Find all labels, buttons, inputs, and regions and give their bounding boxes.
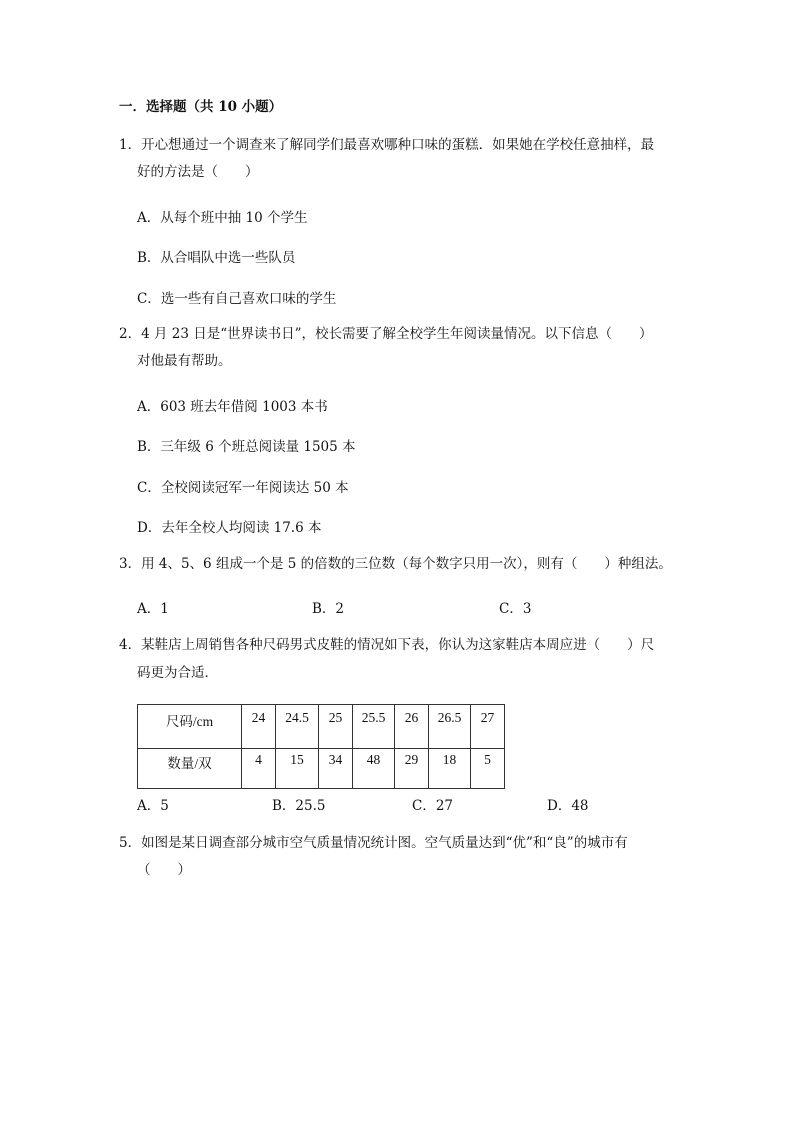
question-3-option-b[interactable]: B．2 <box>312 601 345 617</box>
table-label-size: 尺码/cm <box>138 705 242 749</box>
table-cell-size: 26.5 <box>429 705 471 749</box>
table-cell-size: 27 <box>471 705 505 749</box>
table-cell-count: 29 <box>395 749 429 789</box>
question-1-option-a[interactable]: A．从每个班中抽 10 个学生 <box>137 210 308 226</box>
shoe-size-table <box>137 704 505 789</box>
question-4-text-line2: 码更为合适． <box>137 665 218 681</box>
section-title: 一．选择题（共 10 小题） <box>119 99 283 115</box>
question-2-text-line1: 2．4 月 23 日是“世界读书日”，校长需要了解全校学生年阅读量情况。以下信息（ ） <box>119 326 653 342</box>
question-2-option-a[interactable]: A．603 班去年借阅 1003 本书 <box>137 399 328 415</box>
table-cell-count: 48 <box>353 749 395 789</box>
table-cell-count: 15 <box>276 749 319 789</box>
question-1-option-c[interactable]: C．选一些有自己喜欢口味的学生 <box>137 291 337 307</box>
table-cell-count: 5 <box>471 749 505 789</box>
question-5-text-line2: （ ） <box>137 862 191 878</box>
question-5-text-line1: 5．如图是某日调查部分城市空气质量情况统计图。空气质量达到“优”和“良”的城市有 <box>119 835 628 851</box>
table-cell-size: 25 <box>319 705 353 749</box>
question-4-option-a[interactable]: A．5 <box>137 798 169 814</box>
question-2-text-line2: 对他最有帮助。 <box>137 353 232 369</box>
question-4-option-c[interactable]: C．27 <box>412 798 454 814</box>
question-1-text-line1: 1．开心想通过一个调查来了解同学们最喜欢哪种口味的蛋糕．如果她在学校任意抽样，最 <box>119 137 655 153</box>
question-4-text-line1: 4．某鞋店上周销售各种尺码男式皮鞋的情况如下表，你认为这家鞋店本周应进（ ）尺 <box>119 637 655 653</box>
question-3-option-a[interactable]: A．1 <box>137 601 169 617</box>
question-4-option-b[interactable]: B．25.5 <box>272 798 326 814</box>
question-3-text-line1: 3．用 4、5、6 组成一个是 5 的倍数的三位数（每个数字只用一次），则有（ ）种组法。 <box>119 556 672 572</box>
question-1-option-b[interactable]: B．从合唱队中选一些队员 <box>137 250 296 266</box>
table-cell-count: 18 <box>429 749 471 789</box>
question-1-text-line2: 好的方法是（ ） <box>137 164 259 180</box>
question-3-option-c[interactable]: C．3 <box>499 601 532 617</box>
table-cell-size: 24.5 <box>276 705 319 749</box>
table-label-count: 数量/双 <box>138 749 242 789</box>
question-2-option-d[interactable]: D．去年全校人均阅读 17.6 本 <box>137 520 322 536</box>
table-cell-count: 34 <box>319 749 353 789</box>
table-cell-count: 4 <box>242 749 276 789</box>
question-2-option-b[interactable]: B．三年级 6 个班总阅读量 1505 本 <box>137 439 356 455</box>
table-cell-size: 24 <box>242 705 276 749</box>
table-row-sizes <box>138 705 505 749</box>
question-4-option-d[interactable]: D．48 <box>547 798 589 814</box>
table-cell-size: 26 <box>395 705 429 749</box>
table-cell-size: 25.5 <box>353 705 395 749</box>
question-2-option-c[interactable]: C．全校阅读冠军一年阅读达 50 本 <box>137 480 349 496</box>
table-row-counts <box>138 749 505 789</box>
